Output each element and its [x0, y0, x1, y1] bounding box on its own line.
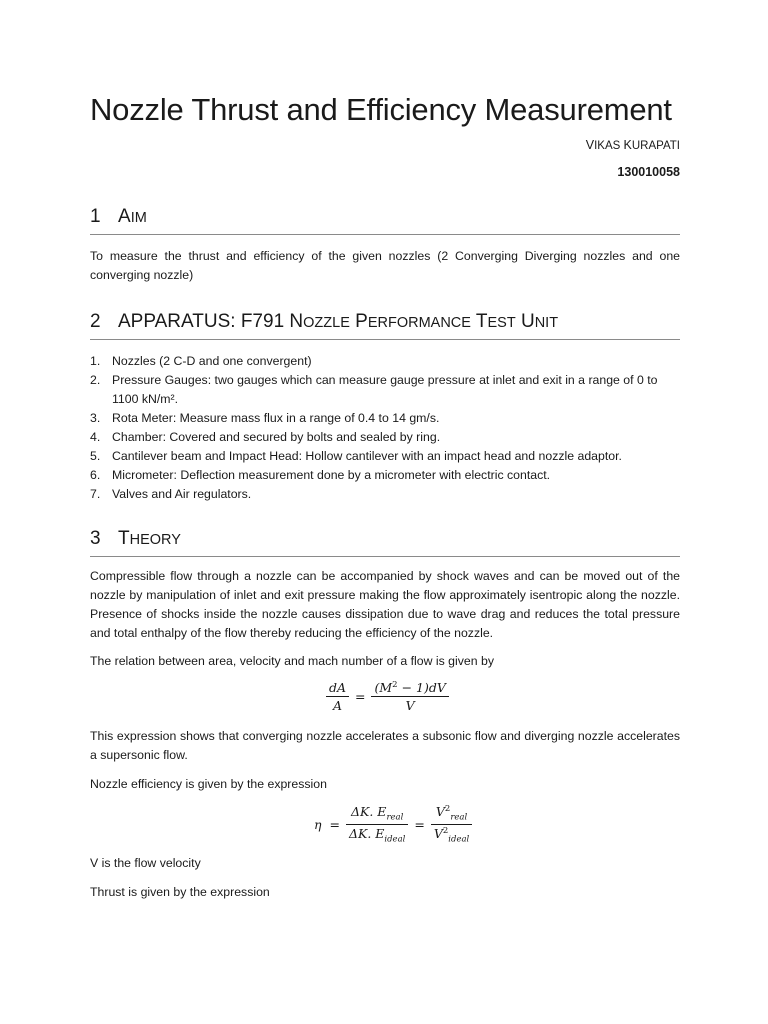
section-title-t: T [470, 311, 488, 332]
list-item [90, 409, 680, 428]
equation-rhs-fraction [371, 680, 448, 713]
ke-fraction [346, 804, 408, 844]
list-item-text: Pressure Gauges: two gauges which can measure gauge pressure at inlet and exit in a range of 0 to 1100 kN/m². [112, 373, 658, 406]
v-real-sup: 2 [444, 804, 451, 814]
equation-lhs-fraction [326, 680, 349, 713]
v-ideal-sup: 2 [442, 825, 449, 836]
eta-symbol: η [314, 816, 322, 832]
section-title-sc2: ERFORMANCE [367, 315, 471, 331]
list-item [90, 352, 680, 371]
list-item [90, 466, 680, 485]
ke-ideal: ΔK. E [348, 825, 385, 841]
aim-paragraph: To measure the thrust and efficiency of the given nozzles (2 Converging Diverging nozzles and one converging nozzle) [90, 249, 680, 282]
equals-sign: = [414, 816, 425, 832]
list-item-text: Nozzles (2 C-D and one convergent) [112, 354, 312, 368]
ke-real-sub: real [386, 812, 404, 823]
document-title: Nozzle Thrust and Efficiency Measurement [90, 92, 672, 127]
list-item-text: Micrometer: Deflection measurement done by a micrometer with electric contact. [112, 468, 551, 482]
section-title-rest: IM [130, 210, 147, 226]
rhs-close: − 1)dV [397, 680, 446, 696]
list-item-text: Cantilever beam and Impact Head: Hollow cantilever with an impact head and nozzle adaptor. [112, 449, 622, 463]
section-number: 3 [90, 528, 101, 549]
list-item-text: Rota Meter: Measure mass flux in a range of 0.4 to 14 gm/s. [112, 411, 440, 425]
section-title-rest: HEORY [129, 532, 181, 548]
list-item-number: 5. [90, 449, 101, 463]
section-title-p: P [349, 311, 368, 332]
list-item-number: 7. [90, 487, 101, 501]
equation-rhs-numerator [371, 680, 448, 697]
v-real-sub: real [450, 812, 468, 823]
author-first-initial: V [585, 138, 595, 152]
section-title-main: APPARATUS: F791 N [118, 311, 304, 332]
theory-paragraph-velocity: V is the flow velocity [90, 856, 201, 870]
author-name [586, 138, 680, 152]
theory-paragraph-shocks: Compressible flow through a nozzle can be accompanied by shock waves and can be moved out of the nozzle by manipulation of inlet and exit pressure making the flow approximately isentropic along the nozzle. Presence of shocks inside the nozzle causes dissipation due to wave drag and reduces the total pressure and total enthalpy of the flow thereby reducing the efficiency of the nozzle. [90, 569, 680, 640]
section-title-initial: T [118, 528, 130, 549]
list-item-number: 1. [90, 354, 101, 368]
section-title-u: U [515, 311, 535, 332]
section-number: 1 [90, 206, 101, 227]
section-number: 2 [90, 311, 101, 332]
ke-numerator [346, 804, 408, 825]
theory-paragraph-thrust: Thrust is given by the expression [90, 885, 270, 899]
ke-real: ΔK. E [351, 804, 387, 820]
list-item [90, 485, 680, 504]
area-velocity-equation [326, 680, 449, 713]
list-item-number: 3. [90, 411, 101, 425]
theory-paragraph-accelerates: This expression shows that converging nozzle accelerates a subsonic flow and diverging nozzle accelerates a supersonic flow. [90, 729, 680, 762]
section-title-sc4: NIT [534, 315, 559, 331]
velocity-numerator [431, 804, 472, 825]
section-title-sc1: OZZLE [303, 315, 350, 331]
list-item [90, 428, 680, 447]
list-item [90, 447, 680, 466]
equation-lhs-denominator: A [333, 698, 343, 714]
velocity-denominator [431, 825, 472, 845]
list-item-number: 6. [90, 468, 101, 482]
author-last-initial: K [623, 138, 632, 152]
ke-denominator [346, 825, 408, 845]
equation-lhs-numerator: dA [326, 680, 349, 697]
theory-paragraph-relation: The relation between area, velocity and mach number of a flow is given by [90, 654, 494, 668]
equals-sign: = [355, 689, 366, 705]
section-title-sc3: EST [487, 315, 516, 331]
section-heading-apparatus [90, 311, 680, 340]
equation-rhs-denominator: V [405, 698, 415, 714]
velocity-fraction [431, 804, 472, 844]
section-title-initial: A [118, 206, 131, 227]
list-item-number: 4. [90, 430, 101, 444]
v-ideal: V [433, 825, 443, 841]
list-item [90, 371, 680, 409]
list-item-text: Chamber: Covered and secured by bolts and sealed by ring. [112, 430, 441, 444]
rhs-open: (M [374, 680, 393, 696]
apparatus-list [90, 352, 680, 504]
roll-number: 130010058 [617, 165, 680, 179]
section-heading-aim [90, 206, 680, 235]
theory-paragraph-efficiency: Nozzle efficiency is given by the expression [90, 777, 327, 791]
v-ideal-sub: ideal [448, 834, 470, 845]
ke-ideal-sub: ideal [384, 834, 406, 845]
author-first-rest: IKAS [594, 140, 621, 152]
rhs-sup: 2 [392, 680, 398, 690]
section-heading-theory [90, 528, 680, 557]
equals-sign: = [329, 816, 340, 832]
v-real: V [435, 804, 445, 820]
efficiency-equation [312, 804, 472, 844]
list-item-text: Valves and Air regulators. [112, 487, 252, 501]
author-last-rest: URAPATI [631, 140, 680, 152]
list-item-number: 2. [90, 373, 101, 387]
